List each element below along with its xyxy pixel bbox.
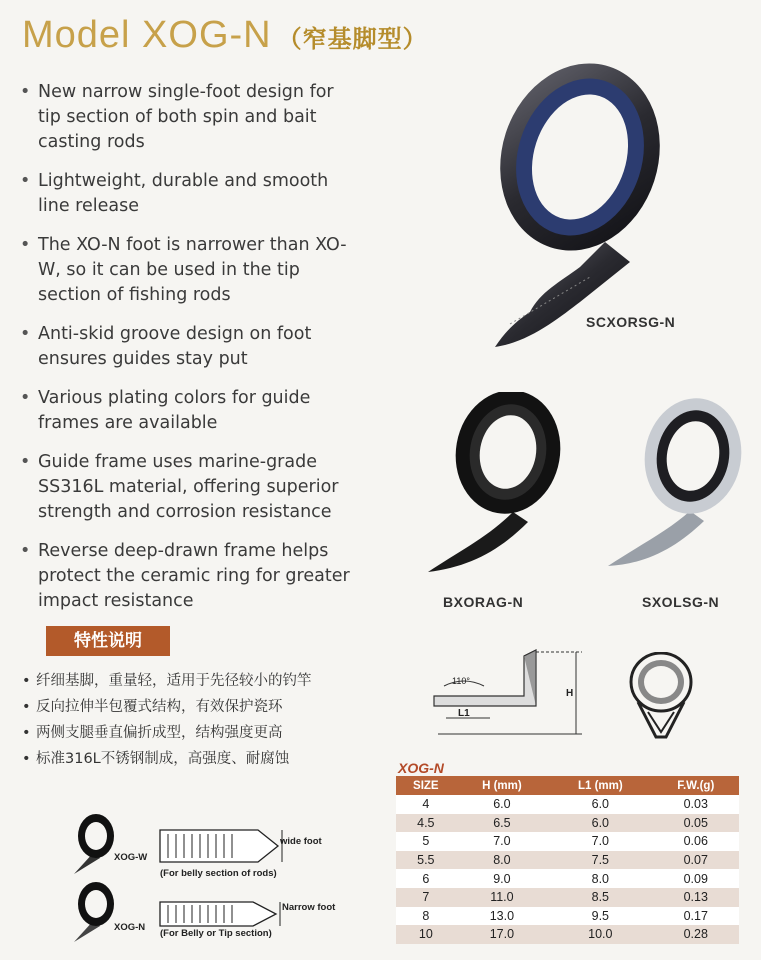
- cell-fw: 0.05: [653, 814, 739, 833]
- dimension-diagram: [424, 646, 594, 746]
- cell-l1: 7.0: [548, 832, 652, 851]
- cell-size: 6: [396, 869, 456, 888]
- xogw-foot-diagram: [158, 826, 288, 866]
- cell-size: 8: [396, 907, 456, 926]
- scxorsg-guide-image: [470, 62, 670, 352]
- sxolsg-guide-image: [598, 396, 748, 586]
- spec-header-fw: F.W.(g): [653, 776, 739, 795]
- ring-diagram: [626, 652, 696, 742]
- cell-fw: 0.03: [653, 795, 739, 814]
- bxorag-guide-image: [418, 392, 568, 592]
- xogn-label: XOG-N: [114, 922, 146, 933]
- table-row: [396, 925, 739, 944]
- spec-header-h: H (mm): [456, 776, 548, 795]
- spec-header-l1: L1 (mm): [548, 776, 652, 795]
- cell-h: 8.0: [456, 851, 548, 870]
- feature-cn-item: • 标准316L不锈钢制成，高强度、耐腐蚀: [22, 746, 312, 772]
- table-row: [396, 851, 739, 870]
- cell-fw: 0.06: [653, 832, 739, 851]
- cell-size: 5: [396, 832, 456, 851]
- features-en-list: [20, 80, 350, 628]
- cell-size: 5.5: [396, 851, 456, 870]
- l1-label: L1: [458, 708, 470, 719]
- cell-l1: 8.5: [548, 888, 652, 907]
- h-label: H: [566, 688, 574, 699]
- feature-cn-item: • 两侧支腿垂直偏折成型，结构强度更高: [22, 720, 312, 746]
- table-row: [396, 795, 739, 814]
- bxorag-label: BXORAG-N: [443, 594, 524, 610]
- cell-fw: 0.09: [653, 869, 739, 888]
- xogw-guide-icon: [66, 812, 116, 882]
- model-title-cn: （窄基脚型）: [277, 26, 428, 53]
- cell-fw: 0.28: [653, 925, 739, 944]
- xogw-label: XOG-W: [114, 852, 148, 863]
- feature-cn-item: • 纤细基脚，重量轻，适用于先径较小的钓竿: [22, 668, 312, 694]
- cell-fw: 0.13: [653, 888, 739, 907]
- cell-h: 13.0: [456, 907, 548, 926]
- table-row: [396, 814, 739, 833]
- features-cn-title: 特性说明: [46, 626, 170, 656]
- cell-l1: 8.0: [548, 869, 652, 888]
- page-title: [22, 14, 428, 57]
- table-row: [396, 907, 739, 926]
- cell-l1: 7.5: [548, 851, 652, 870]
- xogn-note: (For Belly or Tip section): [160, 928, 272, 939]
- angle-label: 110°: [452, 676, 470, 686]
- cell-h: 7.0: [456, 832, 548, 851]
- xogw-foot-label: wide foot: [280, 836, 322, 847]
- features-cn-list: [22, 668, 312, 772]
- cell-h: 6.5: [456, 814, 548, 833]
- cell-h: 6.0: [456, 795, 548, 814]
- xogw-note: (For belly section of rods): [160, 868, 277, 879]
- feature-en-item: • Anti-skid groove design on foot ensures guides stay put: [20, 322, 350, 372]
- cell-size: 7: [396, 888, 456, 907]
- feature-en-item: • The XO-N foot is narrower than XO-W, so it can be used in the tip section of fishing rods: [20, 233, 350, 308]
- sxolsg-label: SXOLSG-N: [642, 594, 720, 610]
- cell-l1: 6.0: [548, 795, 652, 814]
- table-row: [396, 832, 739, 851]
- cell-l1: 9.5: [548, 907, 652, 926]
- xogn-foot-label: Narrow foot: [282, 902, 336, 913]
- cell-h: 11.0: [456, 888, 548, 907]
- model-title: Model XOG-N: [22, 14, 272, 56]
- cell-fw: 0.07: [653, 851, 739, 870]
- cell-size: 4: [396, 795, 456, 814]
- cell-fw: 0.17: [653, 907, 739, 926]
- feature-en-item: • Guide frame uses marine-grade SS316L material, offering superior strength and corrosion resistance: [20, 450, 350, 525]
- feature-en-item: • New narrow single-foot design for tip section of both spin and bait casting rods: [20, 80, 350, 155]
- cell-size: 4.5: [396, 814, 456, 833]
- feature-en-item: • Various plating colors for guide frames are available: [20, 386, 350, 436]
- cell-h: 17.0: [456, 925, 548, 944]
- table-row: [396, 888, 739, 907]
- cell-l1: 6.0: [548, 814, 652, 833]
- spec-table: [396, 776, 739, 944]
- table-row: [396, 869, 739, 888]
- spec-table-title: XOG-N: [398, 760, 444, 776]
- cell-size: 10: [396, 925, 456, 944]
- xogn-guide-icon: [66, 880, 116, 950]
- spec-header-size: SIZE: [396, 776, 456, 795]
- cell-h: 9.0: [456, 869, 548, 888]
- feature-en-item: • Reverse deep-drawn frame helps protect the ceramic ring for greater impact resistance: [20, 539, 350, 614]
- feature-cn-item: • 反向拉伸半包覆式结构，有效保护瓷环: [22, 694, 312, 720]
- feature-en-item: • Lightweight, durable and smooth line release: [20, 169, 350, 219]
- scxorsg-label: SCXORSG-N: [586, 314, 676, 330]
- cell-l1: 10.0: [548, 925, 652, 944]
